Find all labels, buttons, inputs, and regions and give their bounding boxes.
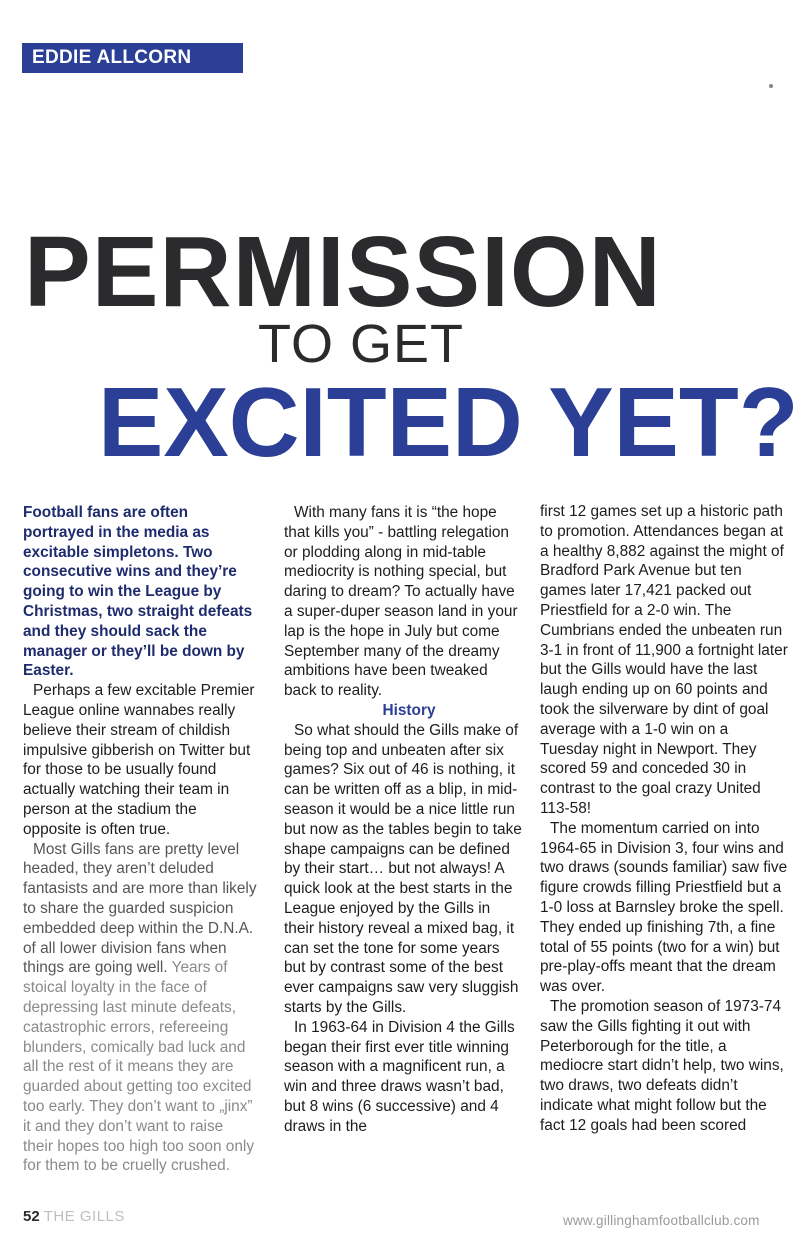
article-paragraph: The momentum carried on into 1964-65 in Division 3, four wins and two draws (sounds familiar) saw five figure crowds filling Priestfield but a 1-0 loss at Barnsley broke the spell. They ended up finishing 7th, a fine total of 55 points (two for a win) but pre-play-offs meant that the dream was over. [540,819,788,996]
article-paragraph [23,840,257,1177]
article-paragraph: first 12 games set up a historic path to promotion. Attendances began at a healthy 8,882 against the might of Bradford Park Avenue but ten games later 17,421 packed out Priestfield for a 2-0 win. The Cumbrians ended the unbeaten run 3-1 in front of 11,900 a fortnight later but the Gills would have the last laugh ending up on 60 points and took the silverware by dint of goal average with a 1-0 win on a Tuesday night in Newport. They scored 59 and conceded 30 in contrast to the goal crazy United 113-58! [540,503,788,817]
article-paragraph: With many fans it is “the hope that kills you” - battling relegation or plodding along in mid-table mediocrity is nothing special, but daring to dream? To actually have a super-duper season land in your lap is the hope in July but come September many of the dreamy ambitions have been tweaked back to reality. [284,504,518,700]
page-footer-left [23,1208,125,1225]
footer-url: www.gillinghamfootballclub.com [563,1213,760,1228]
section-subhead: History [382,701,436,719]
magazine-name: THE GILLS [43,1208,125,1225]
article-paragraph: Perhaps a few excitable Premier League online wannabes really believe their stream of childish impulsive gibberish on Twitter but for those to be usually found actually watching their team in person at the stadium the opposite is often true. [23,682,255,838]
headline-line-1: PERMISSION [24,216,662,328]
headline-line-3: EXCITED YET? [98,367,799,477]
article-paragraph: In 1963-64 in Division 4 the Gills began their first ever title winning season with a magnificent run, a win and three draws wasn’t bad, but 8 wins (6 successive) and 4 draws in the [284,1018,515,1135]
article-paragraph: So what should the Gills make of being top and unbeaten after six games? Six out of 46 is nothing, it can be written off as a blip, in mid-season it would be a nice little run but now as the tables begin to take shape campaigns can be defined by their start… but not always! A quick look at the best starts in the League enjoyed by the Gills in their history reveal a mixed bag, it can set the tone for some years but by contrast some of the best ever campaigns saw very sluggish starts by the Gills. [284,721,522,1016]
article-lead: Football fans are often portrayed in the media as excitable simpletons. Two consecutive wins and they’re going to win the League by Christmas, two straight defeats and they should sack the manager or they’ll be down by Easter. [23,504,253,680]
article-text-faded-more: Years of stoical loyalty in the face of depressing last minute defeats, catastrophic errors, refereeing blunders, comically bad luck and all the rest of it means they are guarded about getting too excited too early. They don’t want to „jinx” it and they don’t want to raise their hopes too high too soon only for them to be cruelly crushed. [23,959,255,1175]
page-number: 52 [23,1208,40,1225]
article-text-faded: Most Gills fans are pretty level headed, they aren’t deluded fantasists and are more than likely to share the guarded suspicion embedded deep within the D.N.A. of all lower division fans when things are going well. [23,840,257,977]
byline-banner: EDDIE ALLCORN [22,43,243,73]
article-column-3 [540,502,788,1136]
headline-line-2: TO GET [258,314,465,374]
article-column-2 [284,503,524,1137]
decorative-dot [769,84,773,88]
article-paragraph: The promotion season of 1973-74 saw the Gills fighting it out with Peterborough for the title, a mediocre start didn’t help, two wins, two draws, two defeats didn’t indicate what might follow but the fact 12 goals had been scored [540,997,784,1134]
article-column-1 [23,503,257,1176]
